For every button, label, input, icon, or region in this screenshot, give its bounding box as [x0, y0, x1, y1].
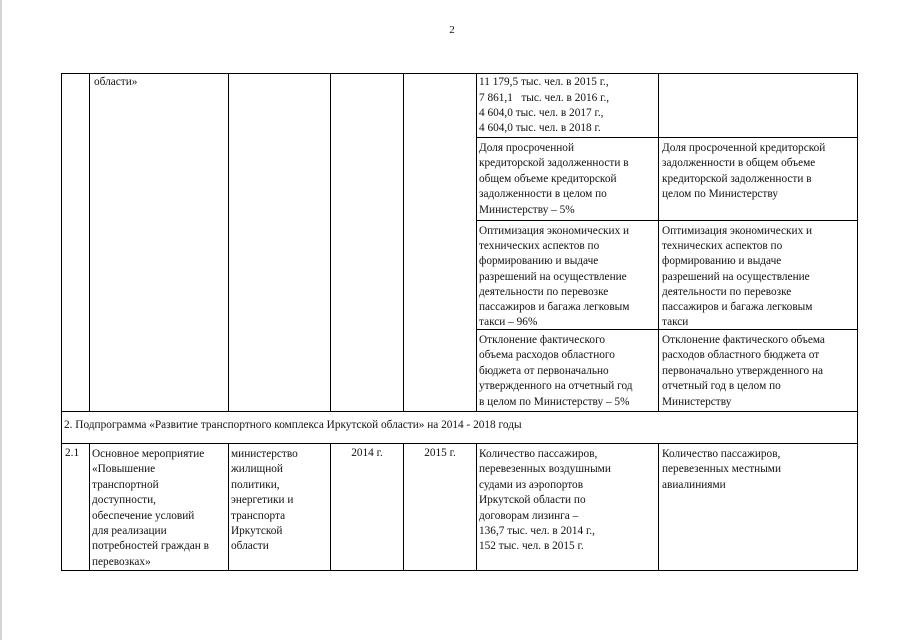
budget-deviation-indicator: Отклонение фактического объема расходов областного бюджета от первоначально утвержденного на отчетный год в целом по Министерству – 5%: [479, 334, 633, 408]
row-divider: [61, 443, 858, 444]
indicator-line: 11 179,5 тыс. чел. в 2015 г.,: [479, 76, 609, 88]
subprogram-heading: 2. Подпрограмма «Развитие транспортного комплекса Иркутской области» на 2014 - 2018 годы: [64, 419, 522, 431]
column-divider: [476, 443, 477, 571]
row-divider: [61, 411, 858, 412]
taxi-permits-indicator: Оптимизация экономических и технических аспектов по формированию и выдаче разрешений на осуществление деятельности по перевозке пассажиров и багажа легковым такси – 96%: [479, 225, 630, 329]
executor: министерство жилищной политики, энергетики и транспорта Иркутской области: [231, 448, 298, 553]
debt-share-indicator: Доля просроченной кредиторской задолженности в общем объеме кредиторской задолженности в целом по Министерству – 5%: [479, 142, 629, 216]
table-top-border: [61, 73, 858, 74]
indicator-line: 7 861,1 тыс. чел. в 2016 г.,: [479, 92, 610, 104]
end-year: 2015 г.: [424, 447, 456, 459]
column-divider: [228, 443, 229, 571]
indicator-line: 4 604,0 тыс. чел. в 2018 г.: [479, 122, 601, 134]
column-divider: [89, 443, 90, 571]
column-divider: [857, 73, 858, 571]
column-divider: [330, 443, 331, 571]
column-divider: [403, 73, 404, 412]
column-divider: [476, 73, 477, 412]
page-edge: [0, 0, 2, 640]
debt-share-result: Доля просроченной кредиторской задолженности в общем объеме кредиторской задолженности в целом по Министерству: [662, 142, 826, 201]
activity-name-continuation: области»: [94, 76, 138, 88]
column-divider: [658, 73, 659, 412]
page-number: 2: [449, 24, 455, 36]
passengers-result: Количество пассажиров, перевезенных местными авиалиниями: [662, 448, 781, 491]
column-divider: [403, 443, 404, 571]
passengers-indicator: Количество пассажиров, перевезенных воздушными судами из аэропортов Иркутской области по договорам лизинга – 136,7 тыс. чел. в 2014 г., 152 тыс. чел. в 2015 г.: [479, 448, 611, 553]
row-number: 2.1: [65, 447, 80, 459]
row-divider: [476, 137, 858, 138]
activity-name: Основное мероприятие «Повышение транспортной доступности, обеспечение условий для реализации потребностей граждан в перевозках»: [92, 448, 209, 568]
budget-deviation-result: Отклонение фактического объема расходов областного бюджета от первоначально утвержденного на отчетный год в целом по Министерству: [662, 334, 825, 408]
indicator-line: 4 604,0 тыс. чел. в 2017 г.,: [479, 107, 604, 119]
column-divider: [658, 443, 659, 571]
column-divider: [61, 73, 62, 571]
taxi-permits-result: Оптимизация экономических и технических аспектов по формированию и выдаче разрешений на осуществление деятельности по перевозке пассажиров и багажа легковым такси: [662, 225, 813, 329]
column-divider: [89, 73, 90, 412]
column-divider: [228, 73, 229, 412]
column-divider: [330, 73, 331, 412]
row-divider: [476, 220, 858, 221]
start-year: 2014 г.: [351, 447, 383, 459]
